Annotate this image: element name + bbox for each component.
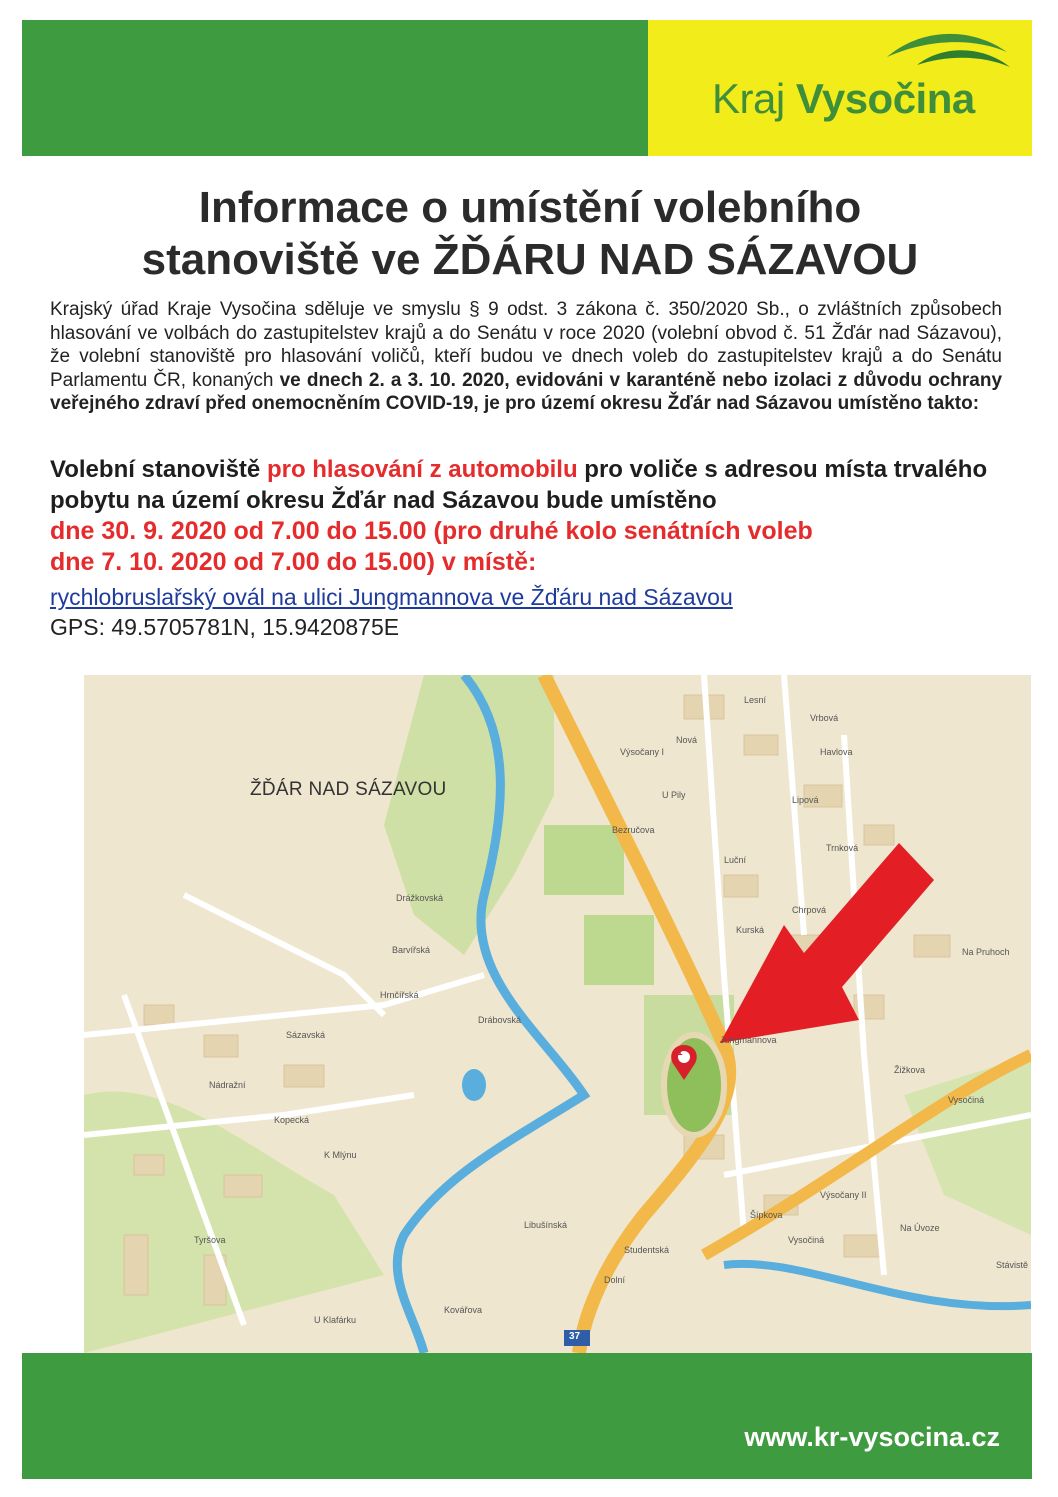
logo-vysocina-text: Vysočina bbox=[795, 75, 975, 122]
street-label: Nádražní bbox=[209, 1080, 246, 1090]
street-label: Nová bbox=[676, 735, 698, 745]
street-label: Dolní bbox=[604, 1275, 626, 1285]
street-label: Vrbová bbox=[810, 713, 839, 723]
street-label: Luční bbox=[724, 855, 747, 865]
intro-bold-text: ve dnech 2. a 3. 10. 2020, evidováni v karanténě nebo izolaci z důvodu ochrany veřejného zdraví před onemocněním COVID-19, je pro území okresu Žďár nad Sázavou umístěno takto: bbox=[50, 369, 1003, 414]
street-label: Drážkovská bbox=[396, 893, 444, 903]
street-label: Kopecká bbox=[274, 1115, 310, 1125]
title-line-1: Informace o umístění volebního bbox=[198, 183, 862, 232]
main-part1-red: pro hlasování z automobilu bbox=[266, 456, 578, 483]
street-label: Trnková bbox=[826, 843, 859, 853]
street-label: U Klafárku bbox=[314, 1315, 357, 1325]
gps-coordinates: GPS: 49.5705781N, 15.9420875E bbox=[50, 614, 400, 640]
footer-band bbox=[22, 1353, 1032, 1479]
road-number-37: 37 bbox=[569, 1331, 581, 1342]
street-label: Kovářova bbox=[444, 1305, 483, 1315]
intro-paragraph bbox=[50, 298, 1002, 416]
footer-website-link[interactable]: www.kr-vysocina.cz bbox=[744, 1422, 1000, 1452]
street-label: Jungmannova bbox=[720, 1035, 777, 1045]
street-label: Sázavská bbox=[286, 1030, 326, 1040]
date-line-1: dne 30. 9. 2020 od 7.00 do 15.00 (pro druhé kolo senátních voleb bbox=[50, 517, 813, 545]
main-statement bbox=[50, 454, 1010, 578]
header-green-block bbox=[22, 20, 648, 156]
title-line-2: stanoviště ve ŽĎÁRU NAD SÁZAVOU bbox=[141, 235, 919, 284]
street-label: U Pily bbox=[662, 790, 686, 800]
street-label: Na Pruhoch bbox=[962, 947, 1010, 957]
street-label: Výsočany I bbox=[620, 747, 665, 757]
logo-swoosh-icon bbox=[882, 27, 1012, 77]
street-label: Výsočany II bbox=[820, 1190, 867, 1200]
street-label: Libušínská bbox=[524, 1220, 568, 1230]
kraj-vysocina-logo bbox=[712, 27, 1012, 127]
street-label: Lesní bbox=[744, 695, 767, 705]
street-label: Barvířská bbox=[392, 945, 431, 955]
street-label: Stávistě bbox=[996, 1260, 1029, 1270]
main-part1: Volební stanoviště bbox=[50, 456, 267, 483]
street-label: Chrpová bbox=[792, 905, 827, 915]
street-label: Havlova bbox=[820, 747, 853, 757]
main-part2: pro voliče s adresou místa trvalého pobytu na území okresu Žďár nad Sázavou bude umístěno bbox=[50, 456, 988, 514]
street-label: Žižkova bbox=[894, 1065, 926, 1075]
location-address-link[interactable]: rychlobruslařský ovál na ulici Jungmannova ve Žďáru nad Sázavou bbox=[50, 584, 733, 610]
page-title bbox=[30, 182, 1030, 286]
intro-text: Krajský úřad Kraje Vysočina sděluje ve smyslu § 9 odst. 3 zákona č. 350/2020 Sb., o zvláštních způsobech hlasování ve volbách do zastupitelstev krajů a do Senátu v roce 2020 (volební obvod č. 51 Žďár nad Sázavou), že volební stanoviště pro hlasování voličů, kteří budou ve dnech voleb do zastupitelstev krajů a do Senátu Parlamentu ČR, konaných bbox=[50, 299, 1002, 391]
marker-number: 1 bbox=[677, 1047, 683, 1058]
map-city-label: ŽĎÁR NAD SÁZAVOU bbox=[250, 779, 447, 800]
street-label: K Mlýnu bbox=[324, 1150, 357, 1160]
date-line-2: dne 7. 10. 2020 od 7.00 do 15.00) v místě: bbox=[50, 548, 537, 576]
map-graphic bbox=[84, 675, 1031, 1353]
street-label: Vysočiná bbox=[948, 1095, 985, 1105]
street-label: Na Úvoze bbox=[900, 1223, 940, 1233]
street-label: Studentská bbox=[624, 1245, 670, 1255]
street-label: Drábovská bbox=[478, 1015, 522, 1025]
street-label: Šípkova bbox=[750, 1210, 783, 1220]
street-label: Vysočiná bbox=[788, 1235, 825, 1245]
logo-kraj-text: Kraj bbox=[712, 75, 785, 122]
street-label: Tyršova bbox=[194, 1235, 226, 1245]
street-label: Bezručova bbox=[612, 825, 655, 835]
street-label: Lipová bbox=[792, 795, 819, 805]
location-map[interactable] bbox=[84, 675, 1031, 1353]
street-label: Hrnčířská bbox=[380, 990, 419, 1000]
logo-wordmark bbox=[712, 75, 975, 123]
street-label: Kurská bbox=[736, 925, 765, 935]
